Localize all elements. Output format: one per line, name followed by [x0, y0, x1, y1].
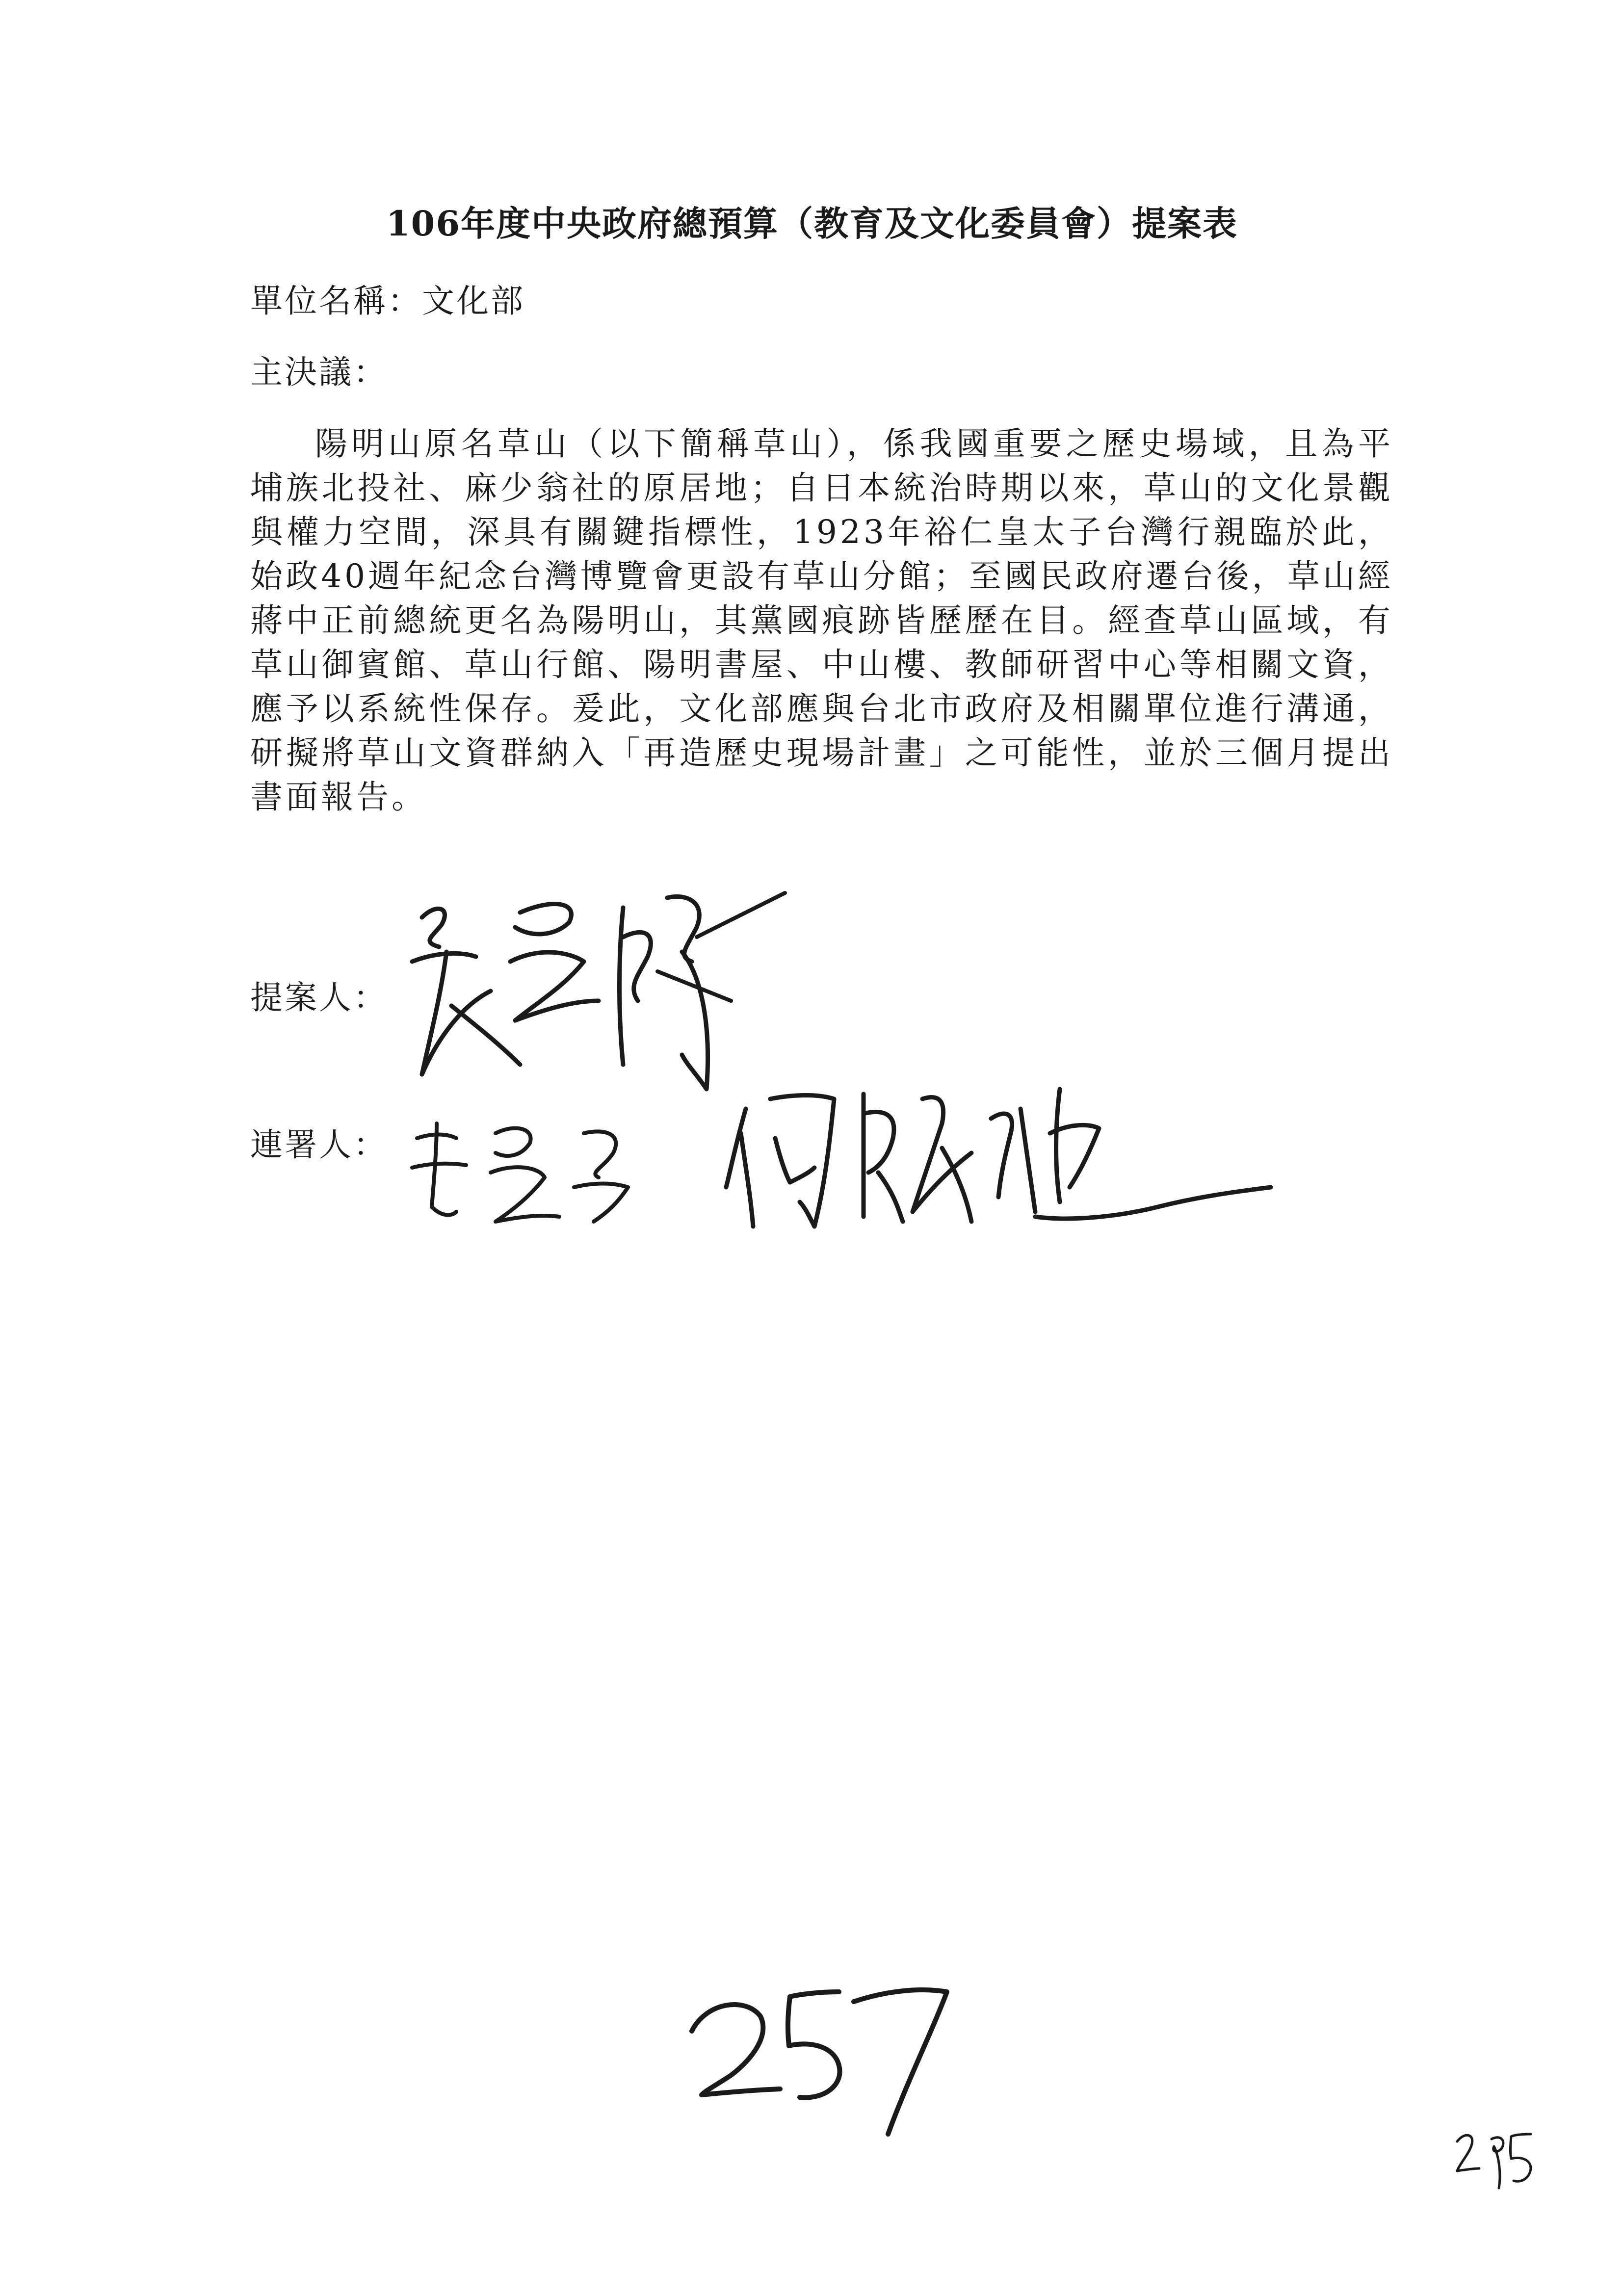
proposer-label: 提案人：	[250, 979, 388, 1017]
handwritten-page-number	[677, 1972, 952, 2149]
main-decision-label: 主決議：	[250, 353, 388, 391]
cosigner-signature-2	[716, 1070, 1281, 1246]
cosigner-signature-1	[402, 1119, 657, 1231]
unit-name-line: 單位名稱：文化部	[250, 282, 525, 320]
proposal-body: 陽明山原名草山（以下簡稱草山），係我國重要之歷史場域，且為平埔族北投社、麻少翁社的原居地；自日本統治時期以來，草山的文化景觀與權力空間，深具有關鍵指標性，1923年裕仁皇太子台灣行親臨於此，始政40週年紀念台灣博覽會更設有草山分館；至國民政府遷台後，草山經蔣中正前總統更名為陽明山，其黨國痕跡皆歷歷在目。經查草山區域，有草山御賓館、草山行館、陽明書屋、中山樓、教師研習中心等相關文資，應予以系統性保存。爰此，文化部應與台北市政府及相關單位進行溝通，研擬將草山文資群納入「再造歷史現場計畫」之可能性，並於三個月提出書面報告。	[250, 425, 1393, 816]
handwritten-stamp-number	[1452, 2124, 1541, 2193]
document-title: 106年度中央政府總預算（教育及文化委員會）提案表	[386, 203, 1238, 244]
cosigner-label: 連署人：	[250, 1126, 388, 1164]
